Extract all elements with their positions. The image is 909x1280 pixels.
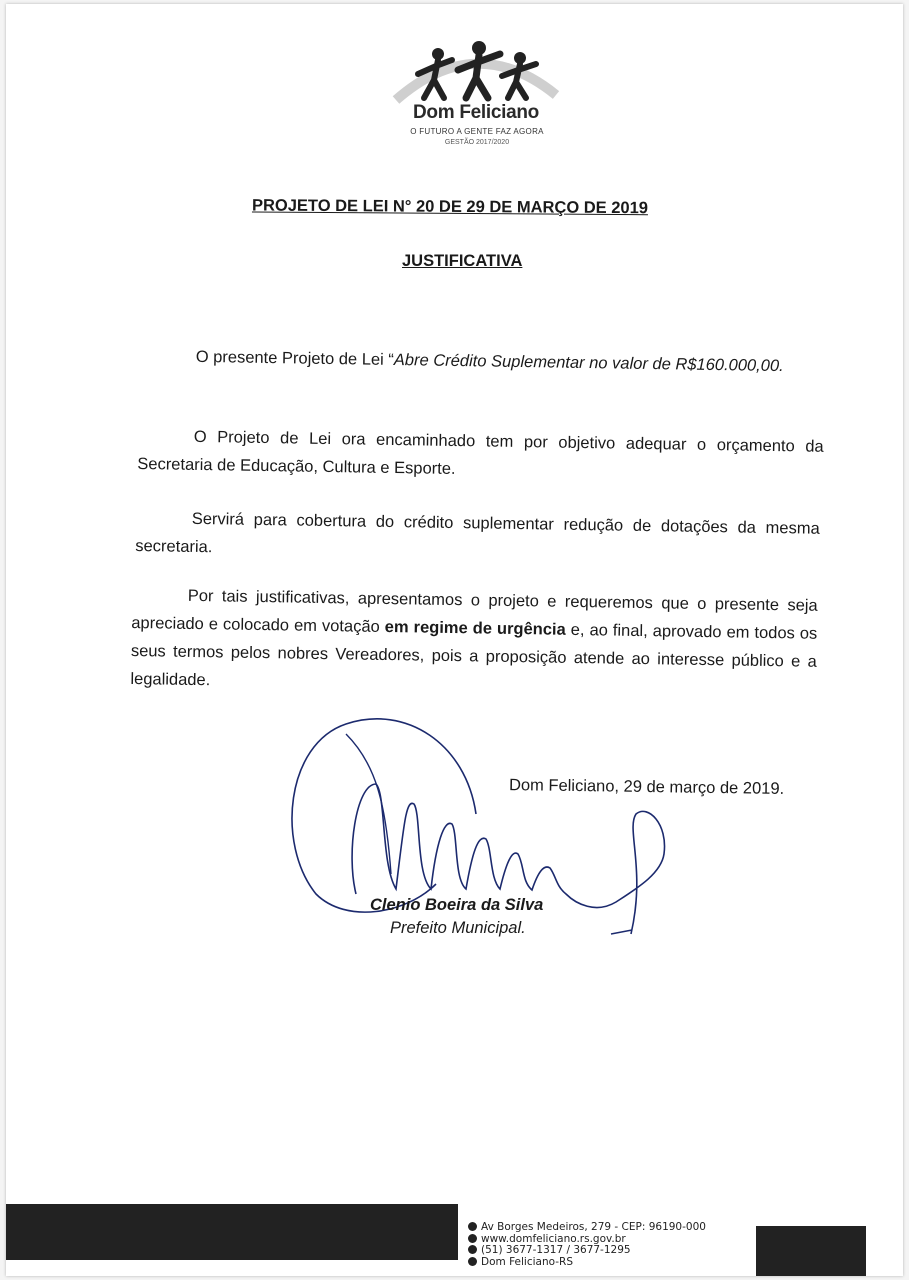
paragraph-4-end: e, ao final, aprovado em todos os seus termos pelos nobres Vereadores, pois a proposição atende ao interesse público e a legalidade.: [130, 620, 818, 690]
municipality-logo: [386, 40, 566, 158]
paragraph-2: [137, 422, 824, 489]
phone-icon: [468, 1245, 477, 1254]
footer-phone: (51) 3677-1317 / 3677-1295: [481, 1244, 631, 1256]
document-title: PROJETO DE LEI N° 20 DE 29 DE MARÇO DE 2019: [251, 196, 649, 218]
footer-city: Dom Feliciano-RS: [481, 1255, 573, 1268]
globe-icon: [468, 1234, 477, 1243]
logo-name: Dom Feliciano: [413, 102, 539, 123]
document-date: Dom Feliciano, 29 de março de 2019.: [508, 776, 785, 798]
handwritten-signature: [286, 704, 686, 954]
logo-term: GESTÃO 2017/2020: [444, 139, 510, 146]
footer-city-row: [468, 1257, 758, 1269]
signer-role: Prefeito Municipal.: [390, 919, 526, 937]
footer-contact: [468, 1222, 758, 1268]
paragraph-4-start: Por tais justificativas, apresentamos o projeto e requeremos que o presente seja apreciado e colocado em votação: [131, 586, 818, 636]
location-icon: [468, 1222, 477, 1231]
paragraph-2-text: O Projeto de Lei ora encaminhado tem por objetivo adequar o orçamento da Secretaria de Educação, Cultura e Esporte.: [137, 427, 824, 478]
footer-address: Av Borges Medeiros, 279 - CEP: 96190-000: [481, 1221, 706, 1233]
paragraph-1: [140, 342, 828, 381]
paragraph-3-text: Servirá para cobertura do crédito suplementar redução de dotações da mesma secretaria.: [135, 509, 820, 557]
paragraph-4: [130, 581, 818, 704]
footer-band-left: [6, 1204, 458, 1260]
paragraph-3: [135, 504, 820, 571]
paragraph-4-bold: em regime de urgência: [384, 617, 566, 639]
signer-name: Clenio Boeira da Silva: [370, 896, 544, 914]
footer-band-right: [756, 1226, 866, 1276]
city-icon: [468, 1257, 477, 1266]
paragraph-1-start: O presente Projeto de Lei “: [195, 347, 395, 369]
document-subtitle: JUSTIFICATIVA: [402, 252, 523, 270]
document-page: [6, 4, 903, 1276]
people-figures-icon: [386, 40, 566, 110]
logo-slogan: O FUTURO A GENTE FAZ AGORA: [410, 127, 544, 136]
footer-website: www.domfeliciano.rs.gov.br: [481, 1232, 626, 1245]
paragraph-1-italic: Abre Crédito Suplementar no valor de R$160.000,00.: [393, 350, 784, 376]
